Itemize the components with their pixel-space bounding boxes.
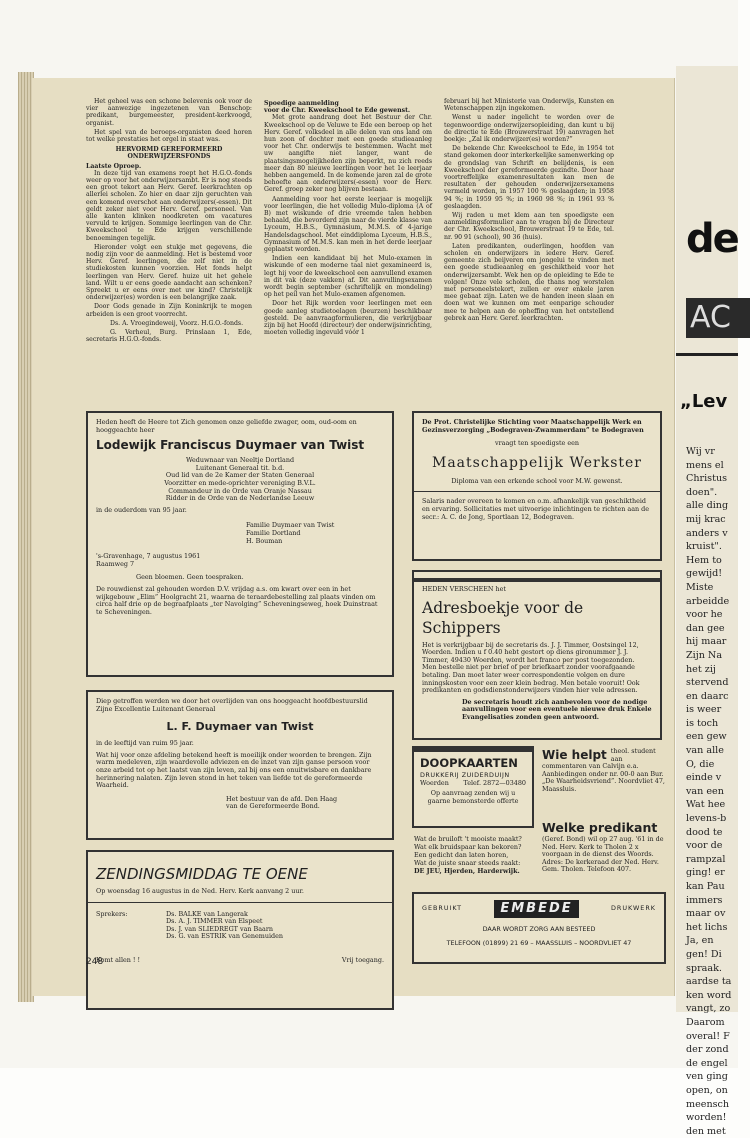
article-heading: voor de Chr. Kweekschool te Ede gewenst.	[264, 107, 411, 115]
right-page-line: overal! F	[686, 1030, 730, 1042]
right-page-line: ging! er	[686, 867, 725, 879]
right-page-line: gewijd!	[686, 568, 723, 580]
paragraph: De bekende Chr. Kweekschool te Ede, in 1954 tot stand gekomen door interkerkelijke samenwerking op de grondslag van Schrift en belijdenis, is een Kweekschool der gereformeerde gezindte. Door haar voortreffelijke examenresultaten kan men de resultaten der gehouden onderwijzersexamens vermeld worden, in 1957 100 % geslaagden; in 1958 94 %; in 1959 95 %; in 1960 98 %; in 1961 93 % geslaagden.	[444, 145, 614, 210]
notice-name: L. F. Duymaer van Twist	[166, 720, 314, 734]
right-page-line: het zij	[686, 663, 716, 675]
ad-request: vraagt ten spoedigste een	[494, 439, 580, 448]
paragraph: februari bij het Ministerie van Onderwijs, Kunsten en Wetenschappen zijn ingekomen.	[444, 98, 614, 113]
right-page-line: het lichs	[686, 921, 728, 933]
notice-detail: Oud lid van de 2e Kamer der Staten Generaal	[165, 471, 315, 480]
ad-line: DAAR WORDT ZORG AAN BESTEED	[482, 925, 596, 933]
article-heading: Spoedige aanmelding	[264, 100, 339, 107]
ad-title: DOOPKAARTEN	[420, 756, 518, 770]
right-page-line: mens el	[686, 459, 724, 471]
right-page-line: Wat hee	[686, 799, 726, 811]
right-page-line: en daarc	[686, 690, 729, 702]
right-page-line: aardse ta	[686, 976, 732, 988]
ad-title: Wie helpt	[542, 748, 607, 762]
right-page-line: doen".	[686, 486, 718, 498]
paragraph: Aanmelding voor het eerste leerjaar is mogelijk voor leerlingen, die het volledig Mulo-diploma (A of B) met wiskunde of drie vreemde talen hebben behaald, die bevorderd zijn naar de vierde klasse van Lyceum, H.B.S., Gymnasium, M.M.S. of 4-jarige Handelsdagschool. Met einddiploma Lyceum, H.B.S., Gymnasium of M.M.S. kan men in het derde leerjaar geplaatst worden.	[264, 195, 432, 254]
notice-detail: Weduwnaar van Neeltje Dortland	[185, 456, 295, 465]
speakers-label: Sprekers:	[96, 909, 128, 918]
ad-footer-left: Komt allen ! !	[96, 955, 141, 964]
ad-footer-right: Vrij toegang.	[341, 955, 384, 964]
right-page-line: dan gee	[686, 622, 725, 634]
doopkaarten-ad	[412, 746, 534, 828]
brand-logo: EMBEDE	[494, 900, 578, 918]
paragraph: Wij raden u met klem aan ten spoedigste een aanmeldingsformulier aan te vragen bij de Directeur der Chr. Kweekschool, Brouwerstraat 19 te Ede, tel. nr. 90 91 (school), 90 36 (huis).	[444, 212, 614, 241]
right-page-line: gen! Di	[686, 948, 722, 960]
right-page-line: immers	[686, 894, 723, 906]
right-page-line: kruist".	[686, 541, 722, 553]
ad-note: Op aanvraag zenden wij u gaarne bemonsterde offerte	[427, 789, 519, 805]
notice-place-date: 's-Gravenhage, 7 augustus 1961	[96, 552, 201, 561]
right-page-line: spraak.	[686, 962, 722, 974]
left-page	[32, 78, 675, 996]
ad-phone: Telef. 2872—03480	[463, 778, 526, 787]
right-page-line: O, die	[686, 758, 715, 770]
ad-salary: Salaris nader overeen te komen en o.m. afhankelijk van geschiktheid en ervaring. Sollicitaties met uitvoerige inlichtingen te richten aan de secr.: A. C. de Jong, Sportlaan 12, Bodegraven.	[422, 497, 650, 521]
signature: Ds. A. Vroegindeweij, Voorz. H.G.O.-fonds.	[110, 319, 244, 327]
notice-address: Raamweg 7	[96, 559, 135, 568]
right-page-line: is toch	[686, 717, 719, 729]
paragraph: Met grote aandrang doet het Bestuur der Chr. Kweekschool op de Veluwe te Ede een beroep op het Herv. Geref. volksdeel in alle delen van ons land om hun zoon of dochter met een goede studieaanleg voor het Chr. onderwijs te bestemmen. Wacht met uw aangifte niet langer, want de plaatsingsmogelijkheden zijn beperkt, nu zich reeds meer dan 80 nieuwe leerlingen voor het 1e leerjaar hebben aangemeld. In de komende jaren zal de grote behoefte aan onderwijzers(-essen) voor de Herv. Geref. groep zeker nog blijven bestaan.	[264, 114, 432, 194]
right-page-line: kan Pau	[686, 881, 725, 892]
divider	[676, 353, 738, 356]
right-page-line: voor he	[686, 609, 723, 621]
notice-body: Wat hij voor onze afdeling betekend heeft is moeilijk onder woorden te brengen. Zijn warm medeleven, zijn waardevolle adviezen en de inzet van zijn ganse persoon voor onze arbeid tot op het laatst van zijn leven, zal bij ons een onuitwisbare en dankbare herinnering nalaten. Zijn leven stond in het teken van liefde tot de gereformeerde Waarheid.	[96, 750, 372, 790]
werkster-ad	[412, 411, 662, 561]
right-page-line: arbeidde	[686, 595, 730, 607]
right-page	[676, 66, 738, 1137]
death-notice-bond	[86, 690, 394, 840]
notice-intro: Heden heeft de Heere tot Zich genomen onze geliefde zwager, oom, oud-oom en hooggeachte heer	[96, 418, 357, 434]
right-page-line: van een	[686, 785, 724, 797]
divider	[414, 491, 660, 492]
welke-predikant-ad	[542, 820, 666, 874]
paragraph: Door het Rijk worden voor leerlingen met een goede aanleg studietoelagen (beurzen) beschikbaar gesteld. De aanvraagformulieren, die verkrijgbaar zijn bij het Hoofd (directeur) der onderwijsinrichting, moeten volledig ingevuld vóór 1	[264, 300, 432, 337]
ad-right: DRUKWERK	[610, 904, 656, 913]
top-bar	[414, 748, 532, 752]
right-page-line: vangt, zo	[686, 1003, 731, 1015]
adresboekje-ad	[412, 570, 662, 740]
speaker: Ds. A. J. TIMMER van Elspeet	[166, 917, 263, 926]
right-page-line: ven ging	[686, 1071, 728, 1083]
right-page-line: levens-b	[686, 813, 727, 825]
paragraph: Door Gods genade in Zijn Koninkrijk te mogen arbeiden is een groot voorrecht.	[86, 303, 252, 318]
paragraph: Wenst u nader ingelicht te worden over de tegenwoordige onderwijzersopleiding, dan kunt u bij de directie te Ede (Brouwerstraat 19) aanvragen het boekje: „Zal ik onderwijzer(es) worden?”	[444, 114, 614, 144]
ad-sender: DE JEU, Hjerden, Harderwijk.	[414, 867, 520, 875]
right-page-line: is weer	[686, 704, 722, 716]
ad-line: Wat de juiste snaar steeds raakt:	[414, 859, 521, 867]
bruiloft-ad	[414, 835, 536, 875]
middle-column	[264, 98, 432, 398]
wie-helpt-ad	[542, 748, 666, 794]
ad-text: (Geref. Bond) wil op 27 aug. '61 in de Ned. Herv. Kerk te Tholen 2 x voorgaan in de dienst des Woords. Adres: De kerkeraad der Ned. Herv. Gem. Tholen. Telefoon 407.	[542, 835, 664, 874]
page-number: 248	[86, 957, 104, 967]
notice-age: in de leeftijd van ruim 95 jaar.	[96, 739, 194, 748]
right-page-line: mij krac	[686, 513, 726, 525]
paragraph: Het spel van de beroeps-organisten deed horen tot welke prestaties het orgel in staat was.	[86, 128, 252, 144]
ad-line: Wat elk bruidspaar kan bekoren?	[414, 843, 522, 851]
ad-kicker: HEDEN VERSCHEEN het	[422, 585, 507, 593]
ad-title: Maatschappelijk Werkster	[432, 454, 642, 471]
notice-detail: Luitenant Generaal tit. b.d.	[195, 463, 285, 472]
right-column	[444, 98, 614, 398]
left-column	[86, 98, 252, 398]
ad-title: ZENDINGSMIDDAG TE OENE	[96, 865, 308, 883]
ad-left: GEBRUIKT	[422, 904, 462, 913]
right-page-line: ken word	[686, 989, 732, 1001]
paragraph: Indien een kandidaat bij het Mulo-examen in wiskunde of een moderne taal niet gexamineerd is, legt hij voor de kweekschool een aanvullend examen in dit vak (deze vakken) af. Dit aanvullingsexamen wordt begin september (schriftelijk en mondeling) op het peil van het Mulo-examen afgenomen.	[264, 255, 432, 299]
paragraph: Hieronder volgt een stukje met gegevens, die nodig zijn voor de aanmelding. Het is bestemd voor Herv. Geref. leerlingen, die zelf niet in de studiekosten kunnen voorzien. Het fonds helpt leerlingen van Herv. Geref. huize uit het gehele land. Wilt u er eens goede aandacht aan schenken? Spreekt u er eens over met uw kind? Christelijk onderwijzer(es) worden is een belangrijke zaak.	[86, 243, 252, 302]
right-page-line: de engel	[686, 1057, 728, 1069]
notice-service: De rouwdienst zal gehouden worden D.V. vrijdag a.s. om kwart over een in het wijkgebouw „Elim” Hoolgracht 21, waarna de teraardebestelling zal plaats vinden om circa half drie op de begraafplaats „ter Navolging” Scheveningseweg, hoek Duinstraat te Scheveningen.	[96, 584, 378, 616]
ad-org: De Prot. Christelijke Stichting voor Maatschappelijk Werk en Gezinsverzorging „Bodegraven-Zwammerdam” te Bodegraven	[422, 418, 644, 434]
right-page-line: rampzal	[686, 853, 726, 865]
top-bar	[414, 578, 660, 582]
notice-age: in de ouderdom van 95 jaar.	[96, 505, 187, 514]
paragraph: Het geheel was een schone belevenis ook voor de vier aanwezige ingezetenen van Benschop: predikant, burgemeester, president-kerkvoogd, organist.	[86, 98, 252, 127]
speaker: Ds. J. van SLIEDREGT van Baarn	[166, 924, 274, 933]
right-page-line: maar ov	[686, 908, 726, 920]
notice-name: Lodewijk Franciscus Duymaer van Twist	[96, 438, 365, 453]
embede-ad	[412, 892, 666, 964]
signature: G. Verheul, Burg. Prinslaan 1, Ede, secretaris H.G.O.-fonds.	[86, 329, 252, 344]
notice-family: H. Bouman	[246, 536, 283, 545]
death-notice-duymaer	[86, 411, 394, 677]
right-page-line: Wij vr	[686, 446, 715, 457]
ad-printer: DRUKKERIJ ZUIDERDUIJN	[420, 771, 510, 779]
ad-date: Op woensdag 16 augustus in de Ned. Herv. Kerk aanvang 2 uur.	[96, 887, 304, 895]
zendingsmiddag-ad	[86, 850, 394, 1010]
right-page-line: Ja, en	[686, 935, 714, 947]
ad-line: TELEFOON (01899) 21 69 – MAASSLUIS – NOORDVLIET 47	[446, 938, 632, 947]
notice-detail: Ridder in de Orde van de Nederlandse Leeuw	[165, 494, 315, 503]
ad-title: Welke predikant	[542, 820, 658, 835]
notice-intro: Diep getroffen werden we door het overlijden van ons hooggeacht hoofdbestuurslid Zijne Excellentie Luitenant Generaal	[96, 697, 368, 713]
right-page-line: stervend	[686, 677, 729, 689]
ad-place: Woerden	[420, 778, 449, 787]
notice-signed: Het bestuur van de afd. Den Haag	[226, 794, 338, 803]
right-page-line: worden!	[686, 1112, 727, 1124]
right-page-line: van alle	[686, 745, 724, 757]
right-page-line: open, on	[686, 1084, 728, 1096]
notice-no-flowers: Geen bloemen. Geen toespraken.	[136, 573, 244, 582]
right-page-line: Christus	[686, 473, 728, 485]
ad-text: Het is verkrijgbaar bij de secretaris ds. J. J. Timmer, Oostsingel 12, Woerden. Indien u f 0.40 hebt gestort op diens gironummer J. J. Timmer, 49430 Woerden, wordt het franco per post toegezonden.	[422, 640, 639, 664]
notice-detail: Voorzitter en mede-oprichter vereniging B.V.L.	[164, 478, 316, 487]
right-page-line: der zond	[686, 1044, 729, 1056]
ad-title: Adresboekje voor de Schippers	[422, 598, 584, 637]
right-page-line: dood te	[686, 826, 723, 838]
right-page-title: de	[686, 216, 738, 262]
speaker: Ds. BALKE van Langerak	[166, 909, 248, 918]
right-page-line: hij maar	[686, 636, 727, 648]
right-page-box: AC	[686, 298, 750, 338]
paragraph: Laten predikanten, ouderlingen, hoofden van scholen en onderwijzers in iedere Herv. Geref. gemeente zich beijveren om jongelui te vinden met een goede studieaanleg en geschiktheid voor het onderwijzersambt. Wek hen op de opleiding te Ede te volgen! Onze vele scholen, die thans nog worstelen met personeelstekort, zullen er over enkele jaren mee gebaat zijn. Laten we de handen ineen slaan en doen wat we kunnen om met eenparige schouder mee te helpen aan de opheffing van het ontstellend gebrek aan Herv. Geref. leerkrachten.	[444, 242, 614, 322]
right-page-line: den met	[686, 1125, 726, 1137]
section-heading: HERVORMD GEREFORMEERD	[115, 146, 223, 154]
ad-line: Wat de bruiloft 't mooiste maakt?	[414, 835, 522, 843]
paragraph: In deze tijd van examens roept het H.G.O.-fonds weer op voor het onderwijzersambt. Er is nog steeds een groot tekort aan Herv. Geref. leerkrachten op allerlei scholen. Zo hier en daar zijn geruchten van een komend overschot aan onderwijzers(-essen). Dit geldt zeker niet voor Herv. Geref. personeel. Van alle kanten klinken noodkreten om vacatures vervuld te krijgen. Sommige leerlingen van de Chr. Kweekschool te Ede krijgen verschillende benoemingen tegelijk.	[86, 169, 252, 242]
speaker: Ds. G. van ESTRIK van Genemuiden	[166, 932, 283, 941]
ad-text: theol. student aan commentaren van Calvijn e.a. Aanbiedingen onder nr. 00-0 aan Bur. „De Waarheidsvriend”. Noordvliet 47, Maassluis.	[542, 747, 665, 793]
right-page-line: anders v	[686, 527, 728, 539]
section-heading: ONDERWIJZERSFONDS	[127, 153, 211, 161]
right-page-line: voor de	[686, 840, 723, 852]
subheading: Laatste Oproep.	[86, 162, 142, 170]
ad-text: Men bestelle niet per brief of per briefkaart zonder voorafgaande betaling. Dan moet later weer correspondentie volgen en dure inningskosten voor een zeer klein bedrag. Men betale vooruit! Ook predikanten en godsdienstonderwijzers vinden hier vele adressen.	[422, 663, 640, 695]
right-page-line: Daarom	[686, 1016, 725, 1028]
right-page-line: Miste	[686, 581, 714, 593]
notice-detail: Commandeur in de Orde van Oranje Nassau	[168, 486, 312, 495]
right-page-line: alle ding	[686, 500, 729, 512]
notice-signed: van de Gereformeerde Bond.	[226, 802, 320, 811]
notice-family: Familie Dortland	[246, 528, 301, 537]
notice-family: Familie Duymaer van Twist	[246, 521, 335, 530]
divider	[88, 902, 392, 903]
right-page-text	[686, 445, 738, 1138]
right-page-line: een gew	[686, 731, 727, 743]
right-page-line: meensch	[686, 1098, 730, 1110]
ad-diploma: Diploma van een erkende school voor M.W. gewenst.	[451, 476, 623, 485]
right-page-headline: „Lev	[680, 391, 728, 412]
ad-line: Een gedicht dan laten horen,	[414, 851, 509, 859]
right-page-line: Hem to	[686, 554, 722, 566]
ad-text: De secretaris houdt zich aanbevolen voor de nodige aanvullingen voor een eventuele nieuwe druk Enkele Evangelisaties zonden geen antwoord.	[462, 697, 652, 721]
right-page-line: Zijn Na	[686, 649, 723, 661]
right-page-line: einde v	[686, 772, 722, 784]
